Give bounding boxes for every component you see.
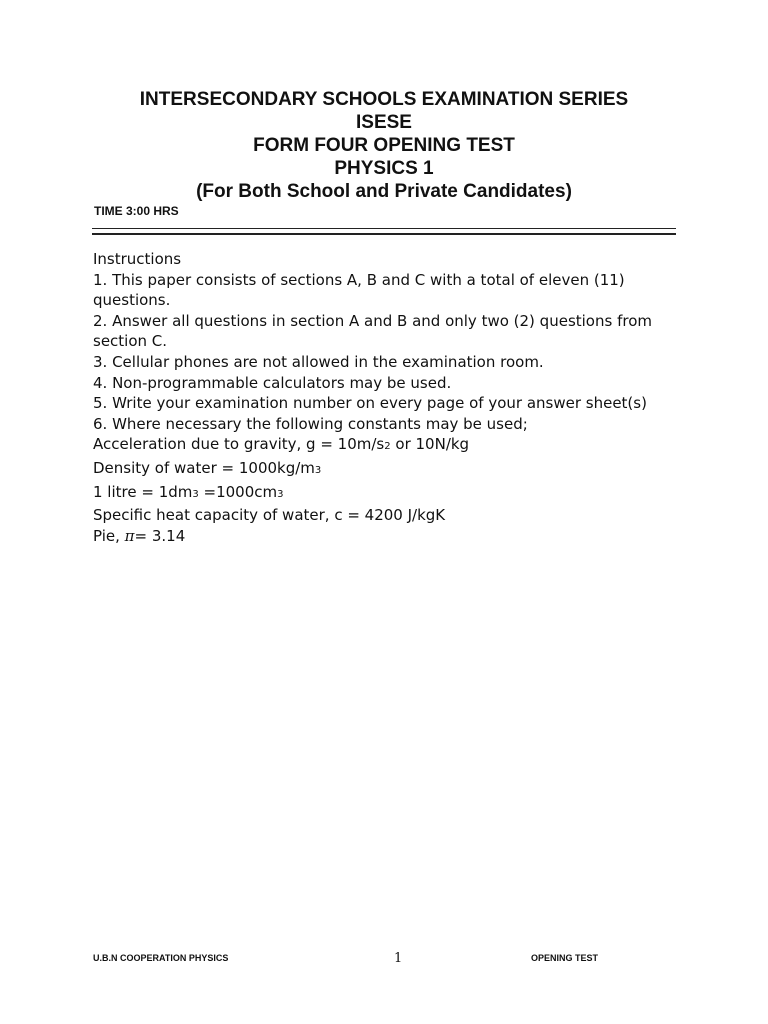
constant-litre	[93, 482, 673, 506]
instruction-item-6: 6. Where necessary the following constants may be used;	[93, 414, 528, 433]
footer-right: OPENING TEST	[531, 953, 599, 963]
constant-specific-heat: Specific heat capacity of water, c = 4200 J/kgK	[93, 506, 446, 525]
constant-density	[93, 458, 673, 482]
exam-series-abbreviation: ISESE	[356, 112, 412, 133]
constant-litre-exponent-1: 3	[192, 488, 199, 500]
constant-litre-text: 1 litre = 1dm	[93, 482, 193, 501]
constant-pi	[93, 526, 673, 547]
instruction-item-5: 5. Write your examination number on every page of your answer sheet(s)	[93, 394, 647, 413]
instructions-block	[93, 249, 673, 546]
instruction-item-4: 4. Non-programmable calculators may be used.	[93, 373, 452, 392]
pi-symbol: π	[124, 526, 135, 545]
constant-gravity-alt: or 10N/kg	[390, 435, 470, 454]
instruction-item-2: 2. Answer all questions in section A and B and only two (2) questions from section C.	[93, 311, 652, 351]
constant-gravity	[93, 434, 673, 458]
constant-pi-label: Pie,	[93, 526, 125, 545]
footer-left: U.B.N COOPERATION PHYSICS	[93, 953, 229, 963]
test-title: FORM FOUR OPENING TEST	[253, 135, 515, 156]
candidates-note: (For Both School and Private Candidates)	[196, 181, 572, 202]
divider-line-top	[92, 228, 676, 229]
instruction-item-1: 1. This paper consists of sections A, B and C with a total of eleven (11) questions.	[93, 270, 625, 310]
constant-gravity-text: Acceleration due to gravity, g = 10m/s	[93, 435, 385, 454]
constant-pi-value: = 3.14	[134, 526, 186, 545]
exam-series-title: INTERSECONDARY SCHOOLS EXAMINATION SERIES	[139, 89, 629, 110]
constant-litre-equals: =1000cm	[198, 482, 278, 501]
page-number: 1	[394, 951, 403, 966]
time-allowed: TIME 3:00 HRS	[94, 204, 179, 218]
instruction-item-3: 3. Cellular phones are not allowed in the examination room.	[93, 352, 544, 371]
instructions-heading: Instructions	[93, 250, 182, 268]
constant-litre-exponent-2: 3	[277, 488, 284, 500]
constant-density-text: Density of water = 1000kg/m	[93, 458, 315, 477]
constant-density-exponent: 3	[314, 464, 322, 476]
constant-gravity-exponent: 2	[384, 441, 391, 453]
subject-title: PHYSICS 1	[334, 158, 434, 179]
divider-line-bottom	[92, 233, 676, 235]
